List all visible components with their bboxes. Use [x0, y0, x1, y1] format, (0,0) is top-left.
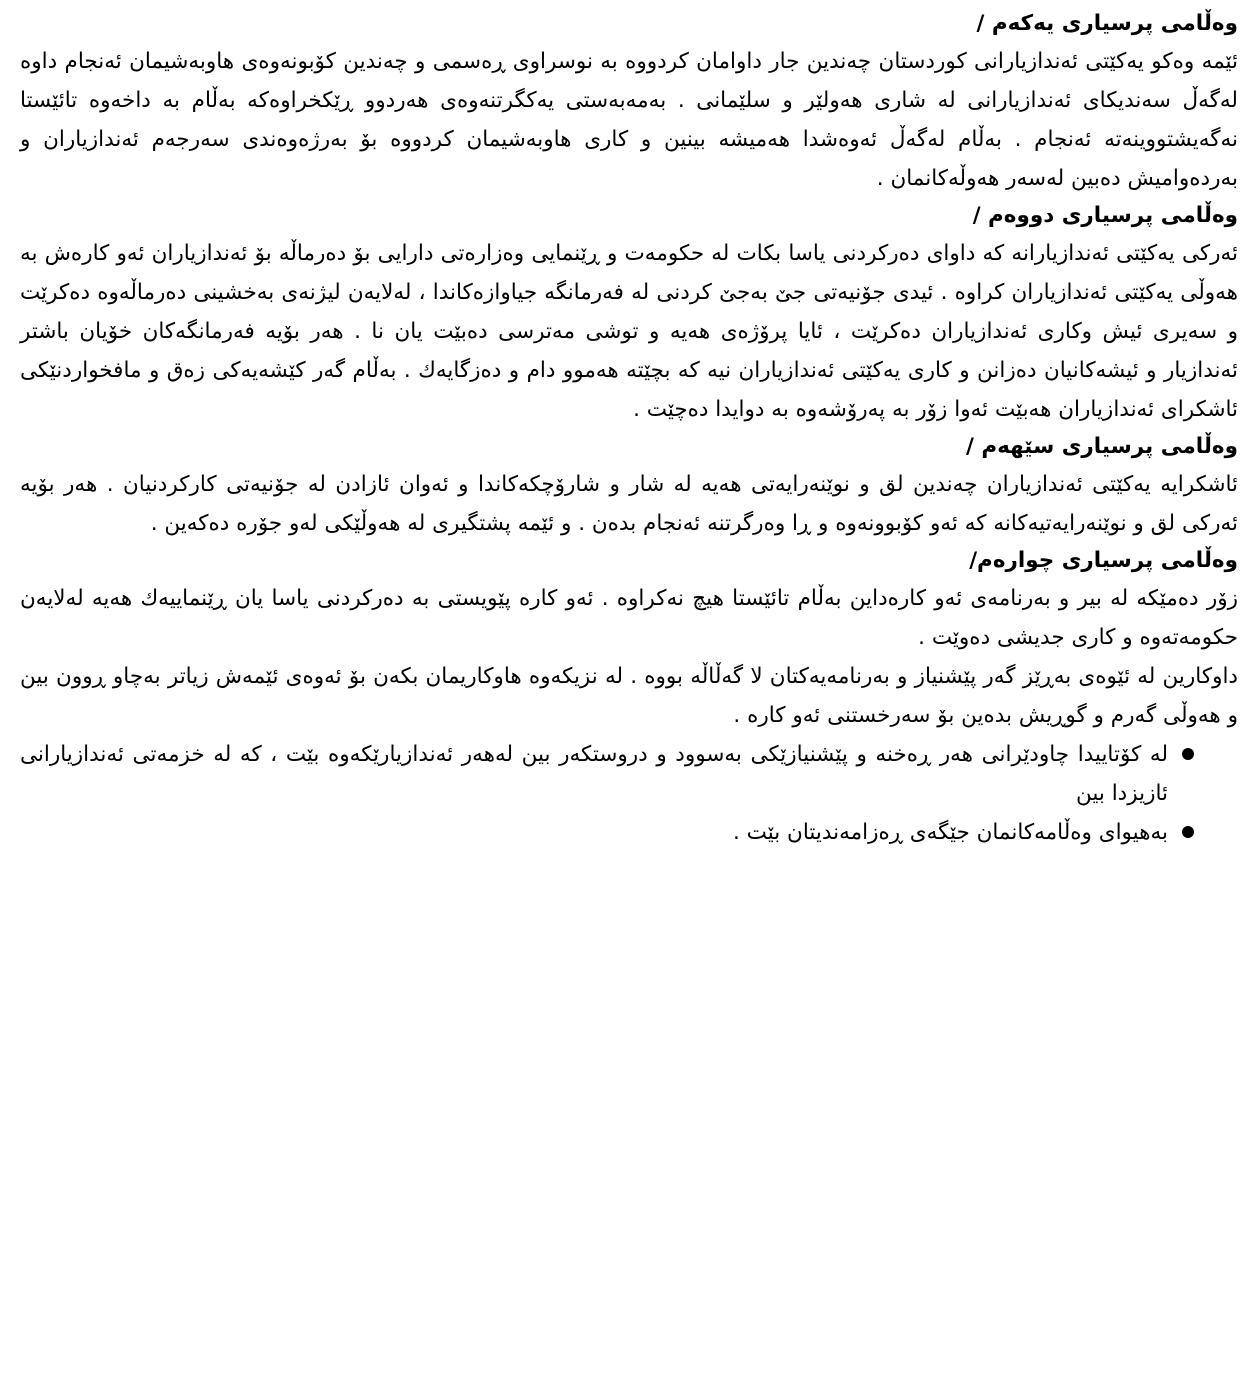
answer-section-3	[20, 429, 1238, 543]
bullet-dot-icon	[1182, 826, 1194, 838]
answer-heading: وەڵامی پرسیاری دووەم /	[972, 203, 1238, 228]
list-item-text: لە کۆتاییدا چاودێرانی هەر ڕەخنە و پێشنیازێکی بەسوود و دروستکەر بین لەهەر ئەندازیارێکەوە بێت ، کە لە خزمەتی ئەندازیارانی ئازیزدا بین	[20, 742, 1168, 806]
answer-section-2	[20, 198, 1238, 429]
list-item	[20, 813, 1238, 852]
list-item-text: بەهیوای وەڵامەکانمان جێگەی ڕەزامەندیتان بێت .	[732, 820, 1168, 845]
answer-section-4	[20, 543, 1238, 657]
answer-paragraph: ئەرکی یەکێتی ئەندازیارانە کە داوای دەرکردنی یاسا بکات لە حکومەت و ڕێنمایی وەزارەتی دارایی بۆ دەرماڵە بۆ ئەندازیاران ئەو کارەش بە هەوڵی یەکێتی ئەندازیاران کراوە . ئیدی جۆنیەتی جێ بەجێ کردنی لە فەرمانگە جیاوازەکاندا ، لەلایەن لیژنەی بەخشینی دەرماڵەوە دەکرێت و سەیری ئیش وکاری ئەندازیاران دەکرێت ، ئایا پرۆژەی هەیە و توشی مەترسی دەبێت یان نا . هەر بۆیە فەرمانگەکان خۆیان باشتر ئەندازیار و ئیشەکانیان دەزانن و کاری یەکێتی ئەندازیاران نیە کە بچێتە هەموو دام و دەزگایەك . بەڵام گەر کێشەیەکی زەق و مافخواردنێکی ئاشکرای ئەندازیاران هەبێت ئەوا زۆر بە پەرۆشەوە بە دوایدا دەچێت .	[20, 241, 1238, 422]
answer-heading: وەڵامی پرسیاری چوارەم/	[969, 548, 1238, 573]
closing-paragraph: داوکارین لە ئێوەی بەڕێز گەر پێشنیاز و بەرنامەیەکتان لا گەڵاڵە بووە . لە نزیکەوە هاوکاریمان بکەن بۆ ئەوەی ئێمەش زیاتر بەچاو ڕوون بین و هەوڵی گەرم و گوڕیش بدەین بۆ سەرخستنی ئەو کارە .	[20, 664, 1238, 728]
bullet-dot-icon	[1182, 748, 1194, 760]
answer-section-1	[20, 6, 1238, 198]
answer-paragraph: زۆر دەمێکە لە بیر و بەرنامەی ئەو کارەداین بەڵام تائێستا هیچ نەکراوە . ئەو کارە پێویستی بە دەرکردنی یاسا یان ڕێنماییەك هەیە لەلایەن حکومەتەوە و کاری جدیشی دەوێت .	[20, 586, 1238, 650]
list-item	[20, 735, 1238, 813]
answer-paragraph: ئاشکرایە یەکێتی ئەندازیاران چەندین لق و نوێنەرایەتی هەیە لە شار و شارۆچکەکاندا و ئەوان ئازادن لە جۆنیەتی کارکردنیان . هەر بۆیە ئەرکی لق و نوێنەرایەتیەکانە کە ئەو کۆبوونەوە و ڕا وەرگرتنە ئەنجام بدەن . و ئێمە پشتگیری لە هەوڵێکی لەو جۆرە دەکەین .	[20, 472, 1238, 536]
answer-heading: وەڵامی پرسیاری سێهەم /	[965, 434, 1238, 459]
answer-paragraph: ئێمە وەکو یەکێتی ئەندازیارانی کوردستان چەندین جار داوامان کردووە بە نوسراوی ڕەسمی و چەندین کۆبونەوەی هاوبەشیمان ئەنجام داوە لەگەڵ سەندیکای ئەندازیارانی لە شاری هەولێر و سلێمانی . بەمەبەستی یەکگرتنەوەی هەردوو ڕێکخراوەکە بەڵام بە داخەوە تائێستا نەگەیشتووینەتە ئەنجام . بەڵام لەگەڵ ئەوەشدا هەمیشە بینین و کاری هاوبەشیمان کردووە بۆ بەرژەوەندی سەرجەم ئەندازیاران و بەردەوامیش دەبین لەسەر هەوڵەکانمان .	[20, 49, 1238, 191]
closing-bullet-list	[20, 735, 1238, 852]
answer-heading: وەڵامی پرسیاری یەکەم /	[976, 11, 1238, 36]
